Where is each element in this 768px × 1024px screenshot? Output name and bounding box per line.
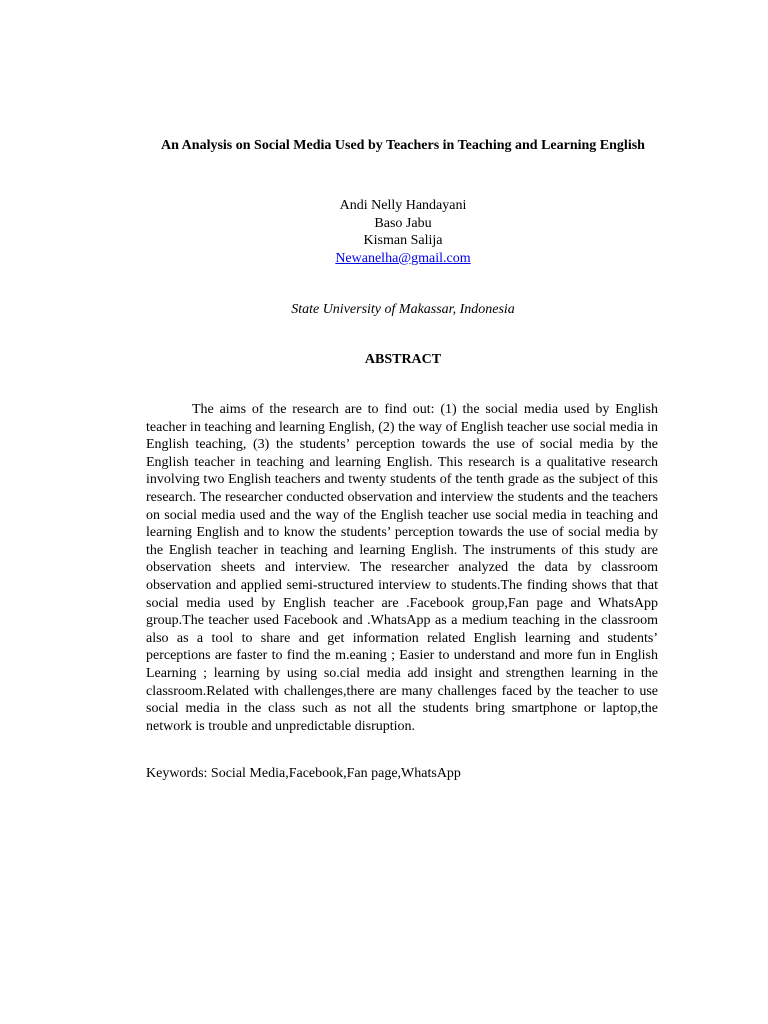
affiliation: State University of Makassar, Indonesia <box>291 302 515 317</box>
paper-title: An Analysis on Social Media Used by Teachers in Teaching and Learning English <box>161 138 645 153</box>
abstract-heading: ABSTRACT <box>364 352 442 367</box>
author-email-link[interactable]: Newanelha@gmail.com <box>335 250 471 266</box>
author-name: Andi Nelly Handayani <box>339 198 467 213</box>
keywords: Keywords: Social Media,Facebook,Fan page,WhatsApp <box>146 766 461 781</box>
author-block <box>140 197 666 267</box>
author-name: Kisman Salija <box>363 233 443 248</box>
abstract-body: The aims of the research are to find out: (1) the social media used by English teacher in teaching and learning English, (2) the way of English teacher use social media in English teaching, (3) the students’ perception towards the use of social media by the English teacher in teaching and learning English. This research is a qualitative research involving two English teachers and twenty students of the tenth grade as the subject of this research. The researcher conducted observation and interview the students and the teachers on social media used and the way of the English teacher use social media in teaching and learning English and to know the students’ perception towards the use of social media by the English teacher in teaching and learning English. The instruments of this study are observation sheets and interview. The researcher analyzed the data by classroom observation and applied semi-structured interview to students.The finding shows that that social media used by English teacher are .Facebook group,Fan page and WhatsApp group.The teacher used Facebook and .WhatsApp as a medium teaching in the classroom also as a tool to share and get information related English learning and students’ perceptions are faster to find the m.eaning ; Easier to understand and more fun in English Learning ; learning by using so.cial media add insight and strengthen learning in the classroom.Related with challenges,there are many challenges faced by the teacher to use social media in the class such as not all the students bring smartphone or laptop,the network is trouble and unpredictable disruption. <box>146 402 658 734</box>
author-name: Baso Jabu <box>374 215 432 231</box>
